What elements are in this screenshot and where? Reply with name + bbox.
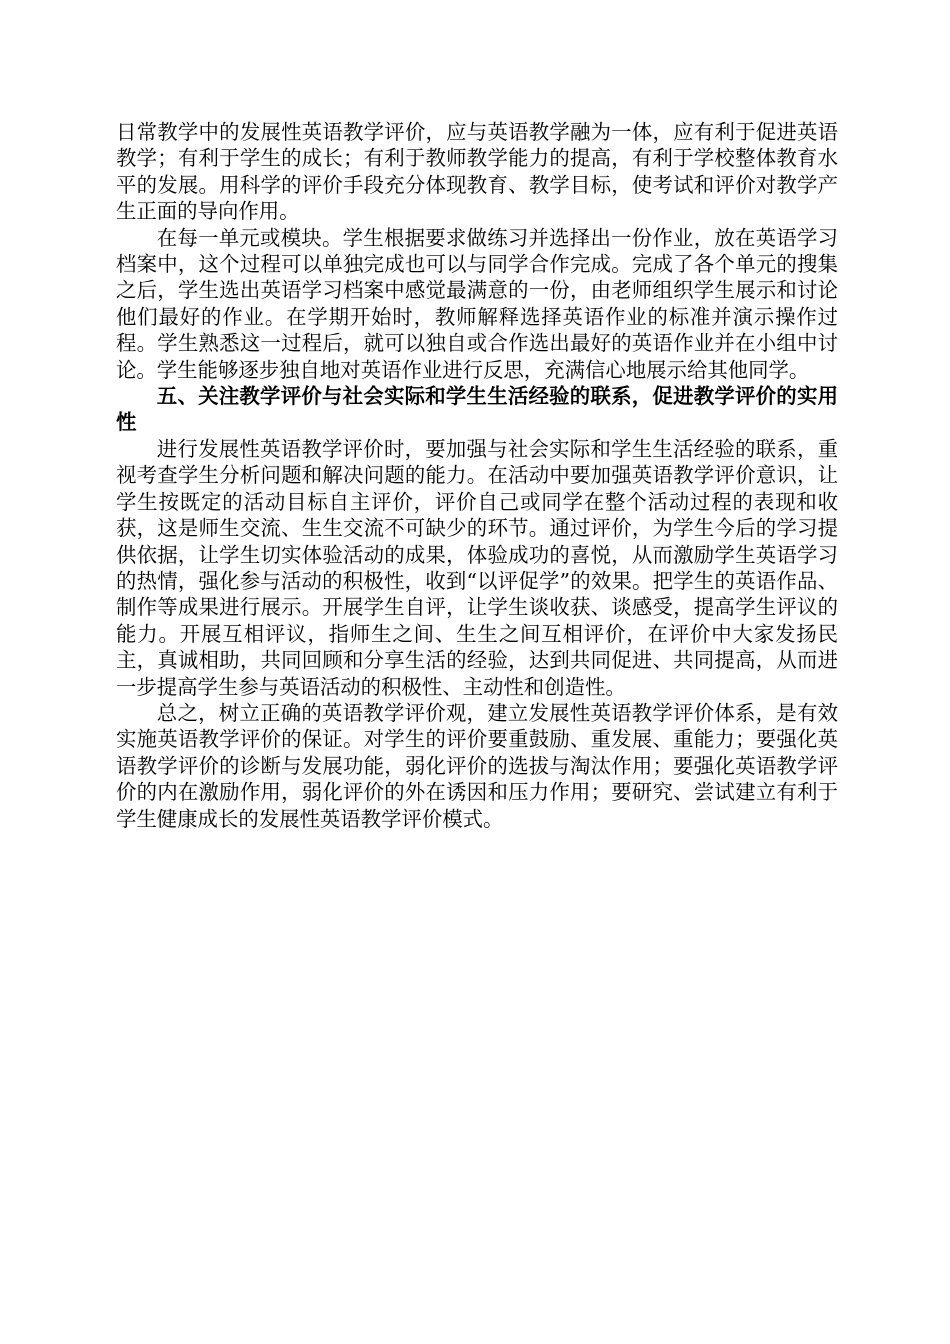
section-heading: 五、关注教学评价与社会实际和学生生活经验的联系，促进教学评价的实用性 bbox=[116, 384, 838, 435]
paragraph-intro: 日常教学中的发展性英语教学评价，应与英语教学融为一体，应有利于促进英语教学；有利于学生的成长；有利于教师教学能力的提高，有利于学校整体教育水平的发展。用科学的评价手段充分体现教育、教学目标，使考试和评价对教学产生正面的导向作用。 bbox=[116, 120, 838, 224]
paragraph-practical-evaluation: 进行发展性英语教学评价时，要加强与社会实际和学生生活经验的联系，重视考查学生分析问题和解决问题的能力。在活动中要加强英语教学评价意识，让学生按既定的活动目标自主评价，评价自己或同学在整个活动过程的表现和收获，这是师生交流、生生交流不可缺少的环节。通过评价，为学生今后的学习提供依据，让学生切实体验活动的成果，体验成功的喜悦，从而激励学生英语学习的热情，强化参与活动的积极性，收到“以评促学”的效果。把学生的英语作品、制作等成果进行展示。开展学生自评，让学生谈收获、谈感受，提高学生评议的能力。开展互相评议，指师生之间、生生之间互相评价，在评价中大家发扬民主，真诚相助，共同回顾和分享生活的经验，达到共同促进、共同提高，从而进一步提高学生参与英语活动的积极性、主动性和创造性。 bbox=[116, 436, 838, 699]
paragraph-conclusion: 总之，树立正确的英语教学评价观，建立发展性英语教学评价体系，是有效实施英语教学评价的保证。对学生的评价要重鼓励、重发展、重能力；要强化英语教学评价的诊断与发展功能，弱化评价的选拔与淘汰作用；要强化英语教学评价的内在激励作用，弱化评价的外在诱因和压力作用；要研究、尝试建立有利于学生健康成长的发展性英语教学评价模式。 bbox=[116, 700, 838, 831]
document-page bbox=[116, 119, 838, 832]
paragraph-unit-portfolio: 在每一单元或模块。学生根据要求做练习并选择出一份作业，放在英语学习档案中，这个过程可以单独完成也可以与同学合作完成。完成了各个单元的搜集之后，学生选出英语学习档案中感觉最满意的一份，由老师组织学生展示和讨论他们最好的作业。在学期开始时，教师解释选择英语作业的标准并演示操作过程。学生熟悉这一过程后，就可以独自或合作选出最好的英语作业并在小组中讨论。学生能够逐步独自地对英语作业进行反思，充满信心地展示给其他同学。 bbox=[116, 225, 838, 382]
